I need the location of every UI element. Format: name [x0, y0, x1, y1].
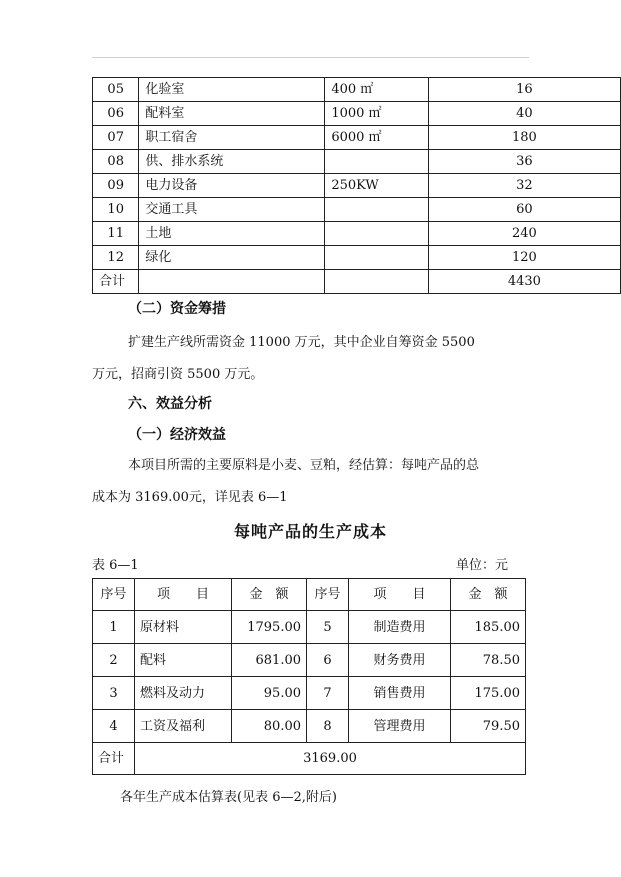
table-total-row	[93, 270, 621, 294]
row-item: 配料	[135, 644, 232, 677]
benefit-paragraph-line1: 本项目所需的主要原料是小麦、豆粕，经估算：每吨产品的总	[128, 458, 480, 473]
row-number: 2	[93, 644, 135, 677]
row-spec	[325, 150, 428, 174]
row-amount: 240	[428, 222, 620, 246]
cost-table-number: 表 6—1	[92, 558, 139, 573]
table-row	[93, 78, 621, 102]
row-number: 7	[307, 677, 349, 710]
row-spec: 400 ㎡	[325, 78, 428, 102]
total-amount: 4430	[428, 270, 620, 294]
row-item: 燃料及动力	[135, 677, 232, 710]
economic-benefit-subheading: （一）经济效益	[128, 427, 226, 443]
row-number: 06	[93, 102, 139, 126]
empty-cell	[325, 270, 428, 294]
row-number: 12	[93, 246, 139, 270]
row-number: 8	[307, 710, 349, 743]
header-no: 序号	[93, 579, 135, 611]
row-number: 1	[93, 611, 135, 644]
cost-table-header-row	[93, 579, 526, 611]
funding-heading: （二）资金筹措	[128, 301, 226, 317]
row-number: 08	[93, 150, 139, 174]
row-amount: 78.50	[451, 644, 526, 677]
row-spec	[325, 246, 428, 270]
table-row	[93, 246, 621, 270]
row-item: 工资及福利	[135, 710, 232, 743]
row-number: 07	[93, 126, 139, 150]
row-number: 6	[307, 644, 349, 677]
funding-paragraph-line1: 扩建生产线所需资金 11000 万元，其中企业自筹资金 5500	[128, 335, 475, 350]
benefit-heading: 六、效益分析	[128, 396, 212, 412]
table-row	[93, 150, 621, 174]
header-item: 项 目	[135, 579, 232, 611]
row-amount: 40	[428, 102, 620, 126]
row-name: 绿化	[139, 246, 325, 270]
row-item: 销售费用	[349, 677, 451, 710]
header-no: 序号	[307, 579, 349, 611]
row-item: 管理费用	[349, 710, 451, 743]
row-spec: 250KW	[325, 174, 428, 198]
cost-table-unit: 单位：元	[456, 558, 509, 573]
cost-table-total-row	[93, 743, 526, 775]
investment-table	[92, 77, 621, 294]
row-item: 制造费用	[349, 611, 451, 644]
row-number: 3	[93, 677, 135, 710]
row-number: 11	[93, 222, 139, 246]
row-spec: 6000 ㎡	[325, 126, 428, 150]
table-row	[93, 710, 526, 743]
row-amount: 120	[428, 246, 620, 270]
row-name: 供、排水系统	[139, 150, 325, 174]
row-amount: 180	[428, 126, 620, 150]
header-amount: 金 额	[451, 579, 526, 611]
row-amount: 681.00	[232, 644, 307, 677]
row-name: 职工宿舍	[139, 126, 325, 150]
total-amount: 3169.00	[135, 743, 526, 775]
row-name: 化验室	[139, 78, 325, 102]
row-name: 土地	[139, 222, 325, 246]
table-row	[93, 644, 526, 677]
cost-table-title: 每吨产品的生产成本	[233, 522, 387, 541]
row-number: 4	[93, 710, 135, 743]
benefit-paragraph-line2: 成本为 3169.00元，详见表 6—1	[92, 490, 288, 505]
table-row	[93, 677, 526, 710]
row-amount: 175.00	[451, 677, 526, 710]
table-row	[93, 222, 621, 246]
row-number: 10	[93, 198, 139, 222]
table-row	[93, 174, 621, 198]
funding-paragraph-line2: 万元，招商引资 5500 万元。	[92, 367, 264, 382]
page-header-rule	[92, 57, 529, 58]
table-row	[93, 611, 526, 644]
row-name: 电力设备	[139, 174, 325, 198]
total-label: 合计	[93, 270, 139, 294]
footer-note: 各年生产成本估算表(见表 6—2,附后)	[120, 790, 337, 805]
header-item: 项 目	[349, 579, 451, 611]
row-amount: 79.50	[451, 710, 526, 743]
table-row	[93, 198, 621, 222]
row-amount: 95.00	[232, 677, 307, 710]
row-spec	[325, 222, 428, 246]
row-amount: 60	[428, 198, 620, 222]
row-amount: 36	[428, 150, 620, 174]
row-number: 09	[93, 174, 139, 198]
row-item: 原材料	[135, 611, 232, 644]
header-amount: 金 额	[232, 579, 307, 611]
row-number: 05	[93, 78, 139, 102]
row-amount: 32	[428, 174, 620, 198]
cost-table	[92, 578, 526, 775]
row-number: 5	[307, 611, 349, 644]
row-item: 财务费用	[349, 644, 451, 677]
total-label: 合计	[93, 743, 135, 775]
table-row	[93, 126, 621, 150]
row-name: 配料室	[139, 102, 325, 126]
row-amount: 1795.00	[232, 611, 307, 644]
row-spec	[325, 198, 428, 222]
row-name: 交通工具	[139, 198, 325, 222]
row-amount: 16	[428, 78, 620, 102]
table-row	[93, 102, 621, 126]
row-amount: 185.00	[451, 611, 526, 644]
row-amount: 80.00	[232, 710, 307, 743]
empty-cell	[139, 270, 325, 294]
row-spec: 1000 ㎡	[325, 102, 428, 126]
